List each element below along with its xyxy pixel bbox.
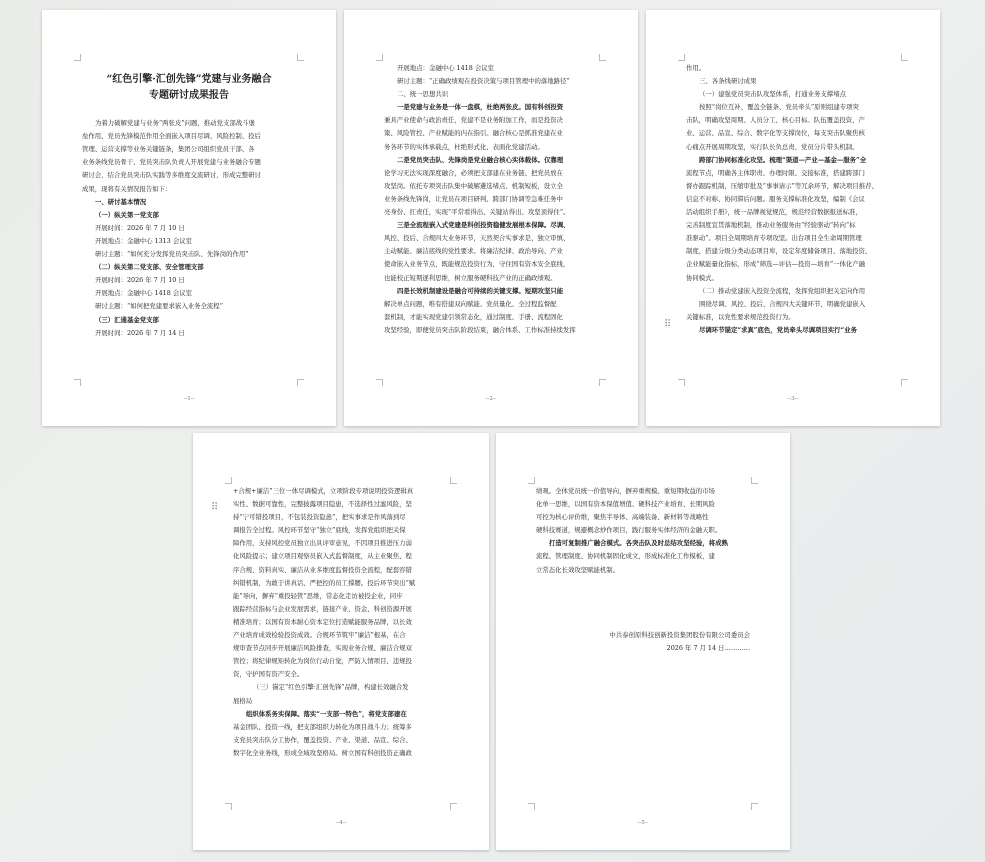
text-line: （一）建强党员突击队攻坚体系，打通业务支撑堵点 [699,90,846,99]
text-line: 研讨会，结合党员突击队实践等多维度交流研讨，形成完整研讨 [82,171,261,180]
text-line: 障作用，支持风控党员独立出具评审意见，不因项目推进压力弱 [233,539,412,548]
text-line [536,616,750,629]
text-line: 序合规、资料真实、廉洁从业多维度监督投资全流程，配套容错 [233,565,412,574]
text-line: 纠错机制，为敢于讲真话、严把控的员工撑腰。投后环节突出“赋 [233,578,416,587]
crop-mark [297,54,304,61]
drag-handle-icon[interactable]: ⠿ [664,319,672,330]
text-line: 产业培育成效检验投资成效。合规环节筑牢“廉洁”根基，在合 [233,631,406,640]
page-number: --5-- [637,820,649,826]
drag-handle-icon[interactable]: ⠿ [211,502,219,513]
page-number: --3-- [787,396,799,402]
text-line: 跟踪经营指标与企业发展需求，链接产业、资金、科创资源开展 [233,604,412,613]
crop-mark [751,477,758,484]
text-line: 管控；将纪律规矩转化为岗位行动自觉，严防人情项目、违规投 [233,657,412,666]
text-line: （二）纵关第二党支部、安全管理支部 [95,263,204,272]
crop-mark [528,477,535,484]
text-line: 绩观。全体党员统一价值导向，摒弃重规模、重短期收益的市场 [536,487,715,495]
text-line: 实性、数据可靠性，完整披露项目隐患，不选择性过滤风险，坚 [233,500,412,509]
text-line: 成果，现将有关情况报告如下： [82,184,172,193]
text-line: 解决单点问题，唯有搭建双向赋能、党员量化、全过程监督配 [384,299,557,308]
text-line [536,577,750,590]
text-line: 中共泰创原科技创新投资集团股份有限公司委员会 [609,631,750,640]
text-line: 能”导向，摒弃“重投轻管”思维，常态化走访被投企业，同步 [233,591,403,600]
text-line: 可控为核心评价维，聚焦半导体、高端装备、新材料等战略性 [536,513,709,522]
text-line: 开展地点：金融中心 1418 会议室 [95,289,193,298]
text-line: 使命嵌入业务节点，既能规范投资行为，守住国有资本安全底线， [384,260,570,269]
document-page-1 [42,10,336,426]
page-number: --1-- [183,396,195,402]
text-line: 规审查节点同步开展廉洁风险排查，实现业务合规、廉洁合规双 [233,644,412,653]
text-line: 流程节点，明确各主体职责、办理时限、交接标准，搭建跨部门 [686,168,865,177]
text-line: 一、研讨基本情况 [95,197,147,206]
text-line: 主动赋能、廉洁底线的党性要求。将廉洁纪律、政治导向、产业 [384,247,563,256]
text-line: 业务条线党员骨干、党员突击队负责人开展党建与业务融合专题 [82,158,261,167]
text-line: 三、各条线研讨成果 [699,77,757,86]
text-line: 策、风险管控、产业赋能的内在指引。融合核心是抓准党建在业 [384,129,563,138]
text-line: 兼具产业使命与政治责任，党建不是业务附加工作，而是投资决 [384,116,563,125]
crop-mark [599,54,606,61]
crop-mark [678,54,685,61]
text-line: 持“宁可错投项目，不包装投资隐患”，把实事求是作风落到尽 [233,513,406,522]
text-line: 展格局 [233,696,253,705]
text-line: 企业赋能量化指标，形成“筛选—评估—投资—培育”一体化产融 [686,260,866,269]
text-line: 作用。 [686,64,706,72]
page-body [82,72,296,340]
text-line: 研讨主题：“如何把党建要求嵌入业务全流程” [95,302,223,311]
text-line [536,590,750,603]
crop-mark [450,803,457,810]
page-body [384,62,598,337]
text-line: 基金团队、投资一线，把支部组织力转化为项目战斗力；统筹多 [233,722,412,731]
text-line: 务各环节的实体承载点，杜绝形式化、表面化党建活动。 [384,142,544,151]
document-title: 专题研讨成果报告 [149,90,229,101]
text-line: 攻坚岗。依托专项突击队集中破解遴选堵点、机制短板，设立全 [384,181,563,190]
text-line: 风控、投后、合规四大业务环节，天然契合实事求是、独立审慎、 [384,234,570,243]
crop-mark [901,379,908,386]
text-line: 完善制度宣贯落地机制，推动业务服务由“经验驱动”转向“标 [686,221,856,230]
text-line: 协同模式。 [686,273,718,282]
text-line: 心痛点开展周期攻坚，实行队长负总责、党员分片带头机制。 [686,142,859,151]
text-line: 四是长效机制建设是融合可持续的关键支撑。短期攻坚只能 [397,286,564,295]
text-line: 关键标准，以党性要求规范投资行为。 [686,312,795,321]
text-line: 二、统一思想共识 [397,90,449,99]
text-line: 尽调环节锚定“求真”底色，党员牵头尽调项目实行“业务 [699,325,858,334]
text-line: 硬科技赛道，规避概念炒作项目，践行服务实体经济的金融天职。 [536,526,722,535]
text-line [536,603,750,616]
crop-mark [376,379,383,386]
text-line: 业务条线先锋岗，让党员在项目研判、跨部门协调等急难任务中 [384,194,563,203]
text-line: 业、运营、品宣、综合、数字化等支撑岗位，每支突击队聚焦核 [686,129,865,138]
text-line: 打造可复制推广融合模式。各突击队及时总结攻坚经验，将成熟 [549,539,728,548]
crop-mark [225,803,232,810]
text-line: 活动组织手册》，统一品牌视觉规范，规范经营数据报送标准， [686,208,862,217]
page-number: --4-- [335,820,347,826]
crop-mark [678,379,685,386]
text-line: 一是党建与业务是一体一盘棋，杜绝两张皮。国有科创投资 [397,103,564,112]
text-line: 化单一思维，以国有资本保值增值、硬科技产业培育、长期风险 [536,500,715,509]
text-line [82,104,296,117]
text-line: 化风险提示；建立项目观察员嵌入式监督制度，从主业聚焦、程 [233,552,412,561]
document-title: “红色引擎·汇创先锋”党建与业务融合 [106,74,272,85]
text-line: 研讨主题：“如何充分发挥党员突击队、先锋岗的作用” [95,250,249,259]
crop-mark [376,54,383,61]
text-line: 为着力破解党建与业务“两张皮”问题，推动党支部战斗堡 [95,119,255,128]
text-line: （一）纵关第一党支部 [95,210,159,219]
text-line: 制度，搭建分级分类动态项目库，设定年度储备项目、落地投资、 [686,247,872,256]
page-number: --2-- [485,396,497,402]
text-line: 也能校正短期逐利思维，树立服务硬科技产业的正确政绩观。 [384,273,557,282]
crop-mark [901,54,908,61]
crop-mark [74,54,81,61]
page-body [233,485,449,760]
text-line: 二是党员突击队、先锋岗是党业融合核心实体载体。仅靠理 [397,155,564,164]
text-line: 资，守护国有资产安全。 [233,670,304,679]
text-line: 信息不对称、协同滞后问题。服务支撑标准化攻坚，编制《会议 [686,194,865,203]
text-line: 支党员突击队分工协作，覆盖投资、产业、渠道、品宣、综合、 [233,735,412,744]
text-line: 攻坚经验，即便党员突击队阶段结束，融合体系、工作标准持续发挥 [384,325,576,334]
text-line: （三）汇通基金党支部 [95,315,159,324]
text-line: 开展时间：2026 年 7 月 10 日 [95,223,185,232]
text-line: 三是全流程嵌入式党建是科创投资稳健发展根本保障。尽调、 [397,221,570,230]
text-line: 立常态化长效攻坚赋能机制。 [536,565,620,574]
document-page-5 [496,433,790,850]
crop-mark [450,477,457,484]
text-line: 按照“岗位互补、覆盖全链条、党员牵头”原则组建专项突 [699,103,859,112]
text-line: +合规+廉洁”三位一体尽调模式，立项阶段专项说明投资逻辑真 [233,487,414,495]
text-line: （三）锚定“红色引擎·汇创先锋”品牌，构建长效融合发 [253,683,409,692]
page-body [536,485,750,655]
crop-mark [599,379,606,386]
crop-mark [297,379,304,386]
text-line: 调报告全过程。风控环节坚守“独立”底线，发挥党组织把关保 [233,526,406,535]
text-line: 开展时间：2026 年 7 月 14 日 [95,328,185,337]
text-line: （二）推动党建嵌入投资全流程，发挥党组织把关定向作用 [699,286,866,295]
crop-mark [751,803,758,810]
document-page-2 [344,10,638,426]
text-line: 垒作用、党员先锋模范作用全面嵌入项目尽调、风险控制、投后 [82,132,261,141]
text-line: 准驱动”。项目全周期培育专项攻坚。出台项目全生命周期管理 [686,234,862,243]
text-line: 开展地点：金融中心 1313 会议室 [95,236,193,245]
text-line: 亮身份、扛责任，实现“平常看得出、关键站得出、攻坚顶得住”。 [384,208,570,217]
text-line: 开展时间：2026 年 7 月 10 日 [95,276,185,285]
text-line: 开展地点：金融中心 1418 会议室 [397,64,495,72]
text-line: 套机制，才能实现党建引领常态化，通过制度、手册、流程固化 [384,312,563,321]
crop-mark [74,379,81,386]
text-line: 数字化全业务线，形成全域攻坚格局。树立国有科创投资正确政 [233,748,412,757]
text-line: 击队，明确攻坚周期、人员分工、核心目标。队伍覆盖投资、产 [686,116,865,125]
text-line: 组织体系务实保障。落实“一支部一特色”，将党支部建在 [246,709,407,718]
document-page-3 [646,10,940,426]
document-page-4 [193,433,489,850]
text-line: 管理、运营支撑等业务关键链条，集团公司组织党员干部、各 [82,145,255,154]
crop-mark [528,803,535,810]
page-body [686,62,900,337]
text-line: 精准培育；以国有资本耐心资本定位打造赋能服务品牌，以长效 [233,617,412,626]
crop-mark [225,477,232,484]
text-line: 督办跟踪机制，压缩审批及“事事请示”等冗余环节，解决项目推荐、 [686,181,878,190]
text-line: 跨部门协同标准化攻坚。梳理“渠道—产业—基金—服务”全 [699,155,867,164]
text-line: 2026 年 7 月 14 日………… [666,644,750,653]
text-line: 论学习无法实现深度融合，必须把支部建在业务链、把党员放在 [384,168,563,177]
text-line: 流程、管理制度、协同机制固化成文，形成标准化工作模板，建 [536,552,715,561]
text-line: 研讨主题：“正确政绩观在投资决策与项目管理中的落地路径” [397,77,570,86]
text-line: 围绕尽调、风控、投后、合规四大关键环节，明确党建嵌入 [699,299,866,308]
